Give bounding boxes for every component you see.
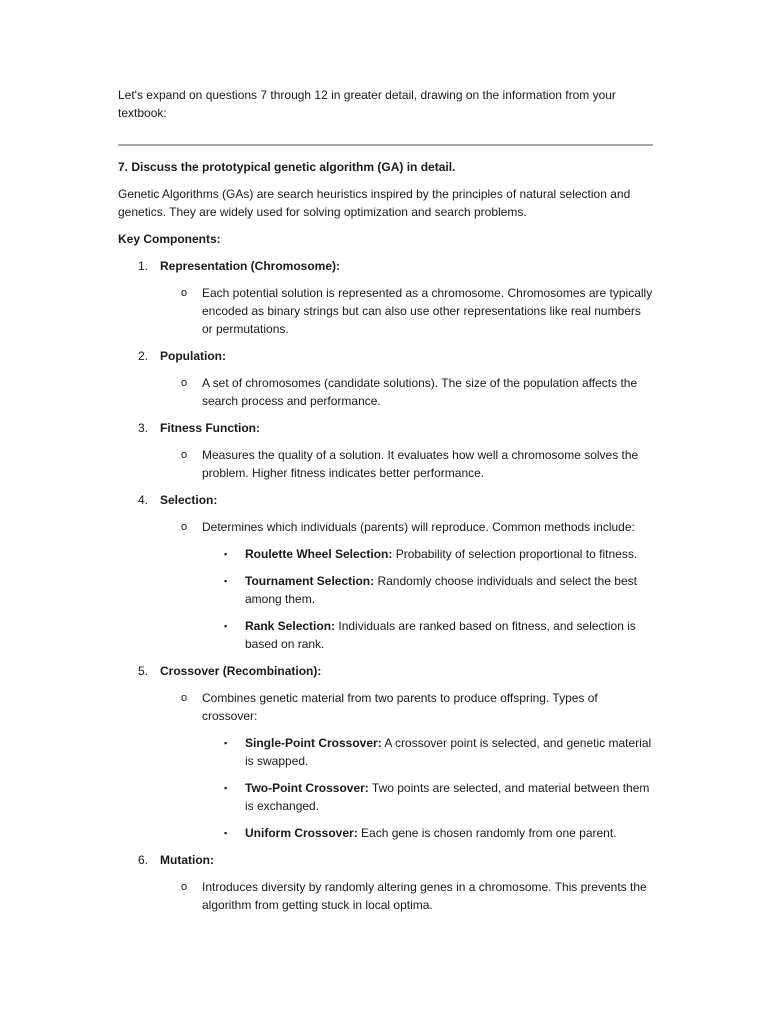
list-item-title: Crossover (Recombination): bbox=[160, 664, 322, 678]
list-item-representation bbox=[118, 257, 653, 275]
method-term: Uniform Crossover: bbox=[245, 826, 358, 840]
circle-bullet-icon: o bbox=[181, 521, 188, 533]
square-bullet-icon: ▪ bbox=[224, 576, 228, 586]
sub-bullet bbox=[118, 518, 653, 536]
sub-bullet bbox=[118, 878, 653, 914]
sub-bullet-text: A set of chromosomes (candidate solutions). The size of the population affects the search process and performance. bbox=[202, 376, 638, 408]
method-description: Randomly choose individuals and select the best among them. bbox=[245, 574, 637, 606]
list-item-population bbox=[118, 347, 653, 365]
method-bullet bbox=[118, 779, 653, 815]
method-bullet bbox=[118, 734, 653, 770]
square-bullet-icon: ▪ bbox=[224, 738, 228, 748]
method-description: Probability of selection proportional to fitness. bbox=[392, 547, 638, 561]
method-term: Rank Selection: bbox=[245, 619, 336, 633]
key-components-label: Key Components: bbox=[118, 232, 221, 246]
list-item-title: Fitness Function: bbox=[160, 421, 260, 435]
sub-bullet-text: Combines genetic material from two parents to produce offspring. Types of crossover: bbox=[202, 691, 598, 723]
list-item-crossover bbox=[118, 662, 653, 680]
list-item-title: Selection: bbox=[160, 493, 218, 507]
sub-bullet-text: Each potential solution is represented as a chromosome. Chromosomes are typically encoded as binary strings but can also use other representations like real numbers or permutations. bbox=[202, 286, 653, 336]
list-number: 4. bbox=[138, 493, 149, 507]
document-page bbox=[118, 86, 653, 923]
list-item-title: Mutation: bbox=[160, 853, 214, 867]
list-item-title: Representation (Chromosome): bbox=[160, 259, 341, 273]
sub-bullet bbox=[118, 284, 653, 338]
method-description: Individuals are ranked based on fitness, and selection is based on rank. bbox=[245, 619, 636, 651]
method-description: A crossover point is selected, and genetic material is swapped. bbox=[245, 736, 652, 768]
question-heading: 7. Discuss the prototypical genetic algorithm (GA) in detail. bbox=[118, 160, 456, 174]
list-number: 3. bbox=[138, 421, 149, 435]
method-bullet bbox=[118, 824, 653, 842]
circle-bullet-icon: o bbox=[181, 692, 188, 704]
circle-bullet-icon: o bbox=[181, 287, 188, 299]
sub-bullet-text: Measures the quality of a solution. It evaluates how well a chromosome solves the problem. Higher fitness indicates better performance. bbox=[202, 448, 639, 480]
square-bullet-icon: ▪ bbox=[224, 621, 228, 631]
list-number: 1. bbox=[138, 259, 149, 273]
horizontal-rule bbox=[118, 144, 653, 146]
sub-bullet-text: Introduces diversity by randomly altering genes in a chromosome. This prevents the algorithm from getting stuck in local optima. bbox=[202, 880, 647, 912]
components-list bbox=[118, 257, 653, 914]
circle-bullet-icon: o bbox=[181, 377, 188, 389]
list-number: 6. bbox=[138, 853, 149, 867]
sub-bullet bbox=[118, 446, 653, 482]
sub-bullet bbox=[118, 689, 653, 725]
square-bullet-icon: ▪ bbox=[224, 828, 228, 838]
method-bullet bbox=[118, 545, 653, 563]
sub-bullet bbox=[118, 374, 653, 410]
circle-bullet-icon: o bbox=[181, 881, 188, 893]
square-bullet-icon: ▪ bbox=[224, 549, 228, 559]
list-number: 5. bbox=[138, 664, 149, 678]
method-bullet bbox=[118, 572, 653, 608]
list-item-mutation bbox=[118, 851, 653, 869]
method-description: Each gene is chosen randomly from one parent. bbox=[357, 826, 617, 840]
method-term: Two-Point Crossover: bbox=[245, 781, 369, 795]
method-term: Tournament Selection: bbox=[245, 574, 375, 588]
intro-paragraph: Let's expand on questions 7 through 12 in greater detail, drawing on the information from your textbook: bbox=[118, 88, 616, 120]
method-bullet bbox=[118, 617, 653, 653]
square-bullet-icon: ▪ bbox=[224, 783, 228, 793]
list-number: 2. bbox=[138, 349, 149, 363]
list-item-selection bbox=[118, 491, 653, 509]
list-item-title: Population: bbox=[160, 349, 226, 363]
method-term: Roulette Wheel Selection: bbox=[245, 547, 393, 561]
list-item-fitness-function bbox=[118, 419, 653, 437]
sub-bullet-text: Determines which individuals (parents) will reproduce. Common methods include: bbox=[202, 520, 635, 534]
method-description: Two points are selected, and material between them is exchanged. bbox=[245, 781, 650, 813]
method-term: Single-Point Crossover: bbox=[245, 736, 382, 750]
question-paragraph: Genetic Algorithms (GAs) are search heuristics inspired by the principles of natural selection and genetics. They are widely used for solving optimization and search problems. bbox=[118, 187, 631, 219]
circle-bullet-icon: o bbox=[181, 449, 188, 461]
